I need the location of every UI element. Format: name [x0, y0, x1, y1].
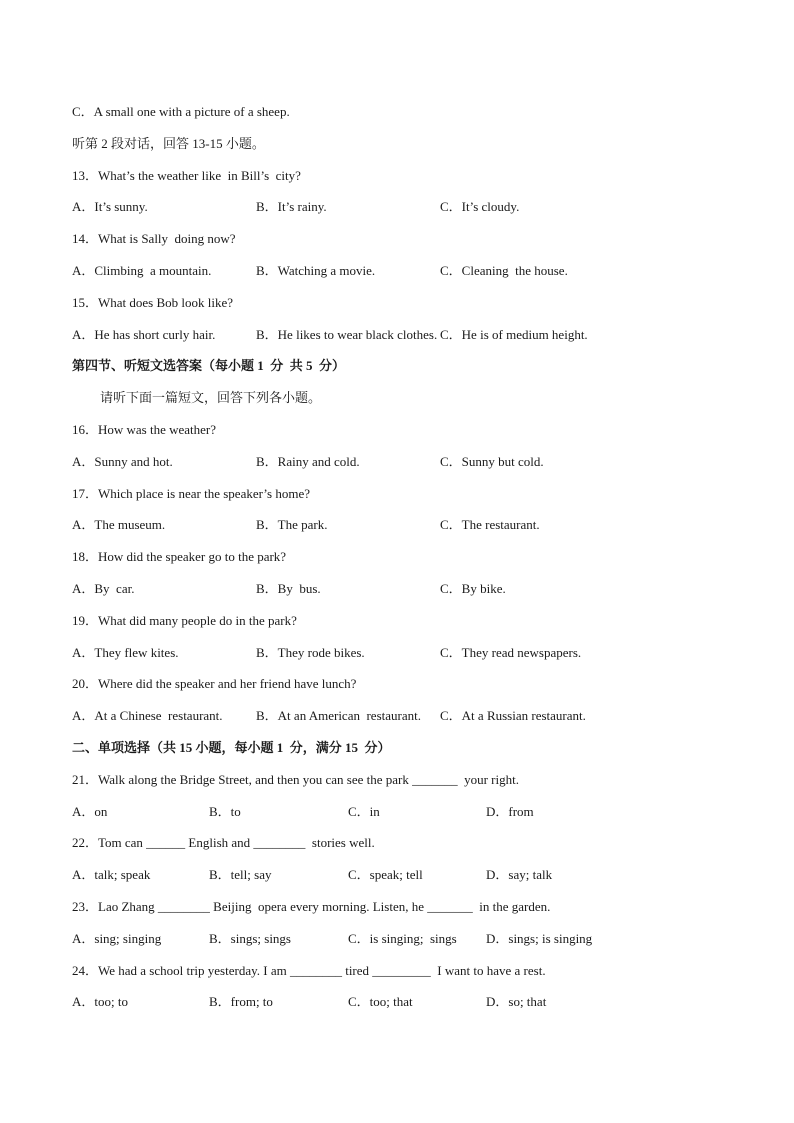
answer-option: A．The museum. [72, 517, 166, 532]
answer-option: B．from; to [209, 994, 273, 1009]
answer-option: D．sings; is singing [486, 931, 593, 946]
question-text: 14．What is Sally doing now? [72, 231, 236, 246]
question-text: 20．Where did the speaker and her friend have lunch? [72, 676, 357, 691]
answer-option: A．too; to [72, 994, 128, 1009]
answer-option: A．It’s sunny. [72, 199, 148, 214]
answer-option: B．The park. [256, 517, 328, 532]
answer-option: B．Watching a movie. [256, 263, 376, 278]
answer-option: B．They rode bikes. [256, 645, 365, 660]
question-text: 15．What does Bob look like? [72, 295, 234, 310]
answer-option: A．Climbing a mountain. [72, 263, 212, 278]
answer-option: A．Sunny and hot. [72, 454, 173, 469]
answer-option: C．Sunny but cold. [440, 454, 544, 469]
question-text: 21．Walk along the Bridge Street, and then you can see the park _______ your right. [72, 772, 519, 787]
answer-option: C．is singing; sings [348, 931, 457, 946]
answer-option: A．on [72, 804, 108, 819]
question-text: 17．Which place is near the speaker’s home? [72, 486, 310, 501]
answer-option: A．He has short curly hair. [72, 327, 216, 342]
question-text: 23．Lao Zhang ________ Beijing opera every morning. Listen, he _______ in the garden. [72, 899, 551, 914]
answer-option: B．He likes to wear black clothes. [256, 327, 438, 342]
answer-option: B．sings; sings [209, 931, 291, 946]
answer-option: D．from [486, 804, 534, 819]
question-text: 22．Tom can ______ English and ________ stories well. [72, 835, 375, 850]
answer-option: A．talk; speak [72, 867, 151, 882]
answer-option: C．He is of medium height. [440, 327, 588, 342]
question-text: 19．What did many people do in the park? [72, 613, 297, 628]
question-text: 13．What’s the weather like in Bill’s city? [72, 168, 301, 183]
question-text: C．A small one with a picture of a sheep. [72, 104, 290, 119]
answer-option: C．They read newspapers. [440, 645, 582, 660]
answer-option: D．so; that [486, 994, 547, 1009]
answer-option: C．Cleaning the house. [440, 263, 568, 278]
answer-option: A．sing; singing [72, 931, 162, 946]
answer-option: B．By bus. [256, 581, 321, 596]
question-text: 18．How did the speaker go to the park? [72, 549, 287, 564]
answer-option: B．tell; say [209, 867, 272, 882]
question-text: 听第 2 段对话，回答 13-15 小题。 [72, 136, 265, 151]
answer-option: B．Rainy and cold. [256, 454, 360, 469]
answer-option: A．By car. [72, 581, 135, 596]
answer-option: C．At a Russian restaurant. [440, 708, 586, 723]
section-heading: 第四节、听短文选答案（每小题 1 分 共 5 分） [72, 358, 346, 373]
answer-option: C．too; that [348, 994, 413, 1009]
question-text: 16．How was the weather? [72, 422, 217, 437]
answer-option: C．in [348, 804, 380, 819]
answer-option: B．At an American restaurant. [256, 708, 421, 723]
answer-option: B．It’s rainy. [256, 199, 327, 214]
answer-option: C．It’s cloudy. [440, 199, 520, 214]
answer-option: C．By bike. [440, 581, 506, 596]
answer-option: C．The restaurant. [440, 517, 540, 532]
answer-option: A．They flew kites. [72, 645, 179, 660]
section-heading: 二、单项选择（共 15 小题，每小题 1 分，满分 15 分） [72, 740, 391, 755]
instruction-text: 请听下面一篇短文，回答下列各小题。 [100, 390, 322, 405]
question-text: 24．We had a school trip yesterday. I am ________ tired _________ I want to have a rest. [72, 963, 546, 978]
answer-option: B．to [209, 804, 241, 819]
answer-option: D．say; talk [486, 867, 553, 882]
answer-option: C．speak; tell [348, 867, 423, 882]
answer-option: A．At a Chinese restaurant. [72, 708, 223, 723]
